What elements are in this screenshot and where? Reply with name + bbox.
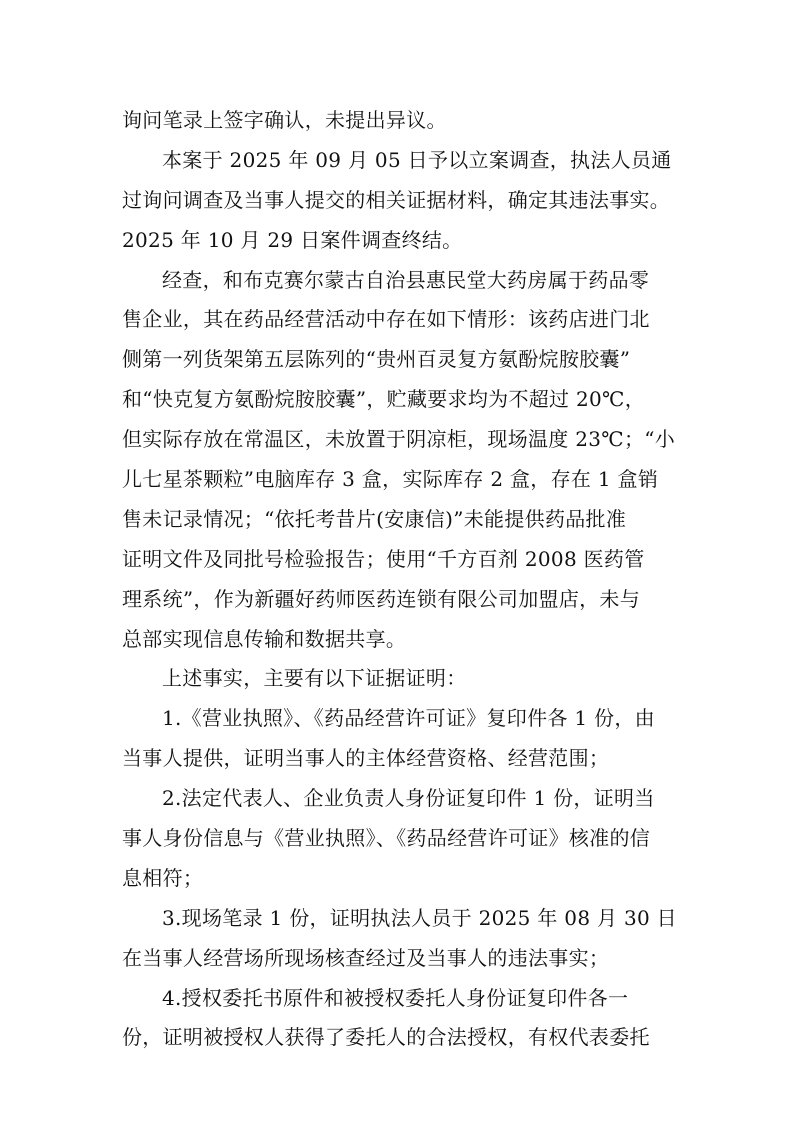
text-line: 售未记录情况；“依托考昔片(安康信)”未能提供药品批准 [122, 506, 627, 531]
text-line: 2025 年 10 月 29 日案件调查终结。 [122, 227, 463, 252]
document-body [122, 101, 682, 1058]
text-line: 3.现场笔录 1 份，证明执法人员于 2025 年 08 月 30 日 [162, 905, 677, 930]
text-line: 和“快克复方氨酚烷胺胶囊”，贮藏要求均为不超过 20℃， [122, 387, 646, 412]
text-line: 但实际存放在常温区，未放置于阴凉柜，现场温度 23℃；“小 [122, 427, 676, 452]
text-line: 售企业，其在药品经营活动中存在如下情形：该药店进门北 [122, 307, 650, 332]
text-line: 理系统”，作为新疆好药师医药连锁有限公司加盟店，未与 [122, 586, 641, 611]
text-line: 儿七星茶颗粒”电脑库存 3 盒，实际库存 2 盒，存在 1 盒销 [122, 467, 659, 492]
text-line: 上述事实，主要有以下证据证明： [162, 666, 467, 691]
text-line: 息相符； [122, 865, 204, 890]
text-line: 总部实现信息传输和数据共享。 [122, 626, 407, 651]
text-line: 过询问调查及当事人提交的相关证据材料，确定其违法事实。 [122, 187, 671, 212]
text-line: 询问笔录上签字确认，未提出异议。 [122, 108, 447, 132]
text-line: 当事人提供，证明当事人的主体经营资格、经营范围； [122, 746, 610, 771]
text-line: 侧第一列货架第五层陈列的“贵州百灵复方氨酚烷胺胶囊” [122, 347, 631, 372]
text-line: 2.法定代表人、企业负责人身份证复印件 1 份，证明当 [162, 786, 655, 811]
text-line: 证明文件及同批号检验报告；使用“千方百剂 2008 医药管 [122, 546, 645, 571]
text-line: 1.《营业执照》、《药品经营许可证》复印件各 1 份，由 [162, 706, 655, 731]
text-line: 事人身份信息与《营业执照》、《药品经营许可证》核准的信 [122, 826, 651, 851]
text-line: 本案于 2025 年 09 月 05 日予以立案调查，执法人员通 [162, 147, 672, 172]
text-line: 4.授权委托书原件和被授权委托人身份证复印件各一 [162, 985, 629, 1010]
text-line: 经查，和布克赛尔蒙古自治县惠民堂大药房属于药品零 [162, 267, 650, 292]
text-line: 份，证明被授权人获得了委托人的合法授权，有权代表委托 [122, 1025, 650, 1050]
text-line: 在当事人经营场所现场核查经过及当事人的违法事实； [122, 945, 610, 970]
